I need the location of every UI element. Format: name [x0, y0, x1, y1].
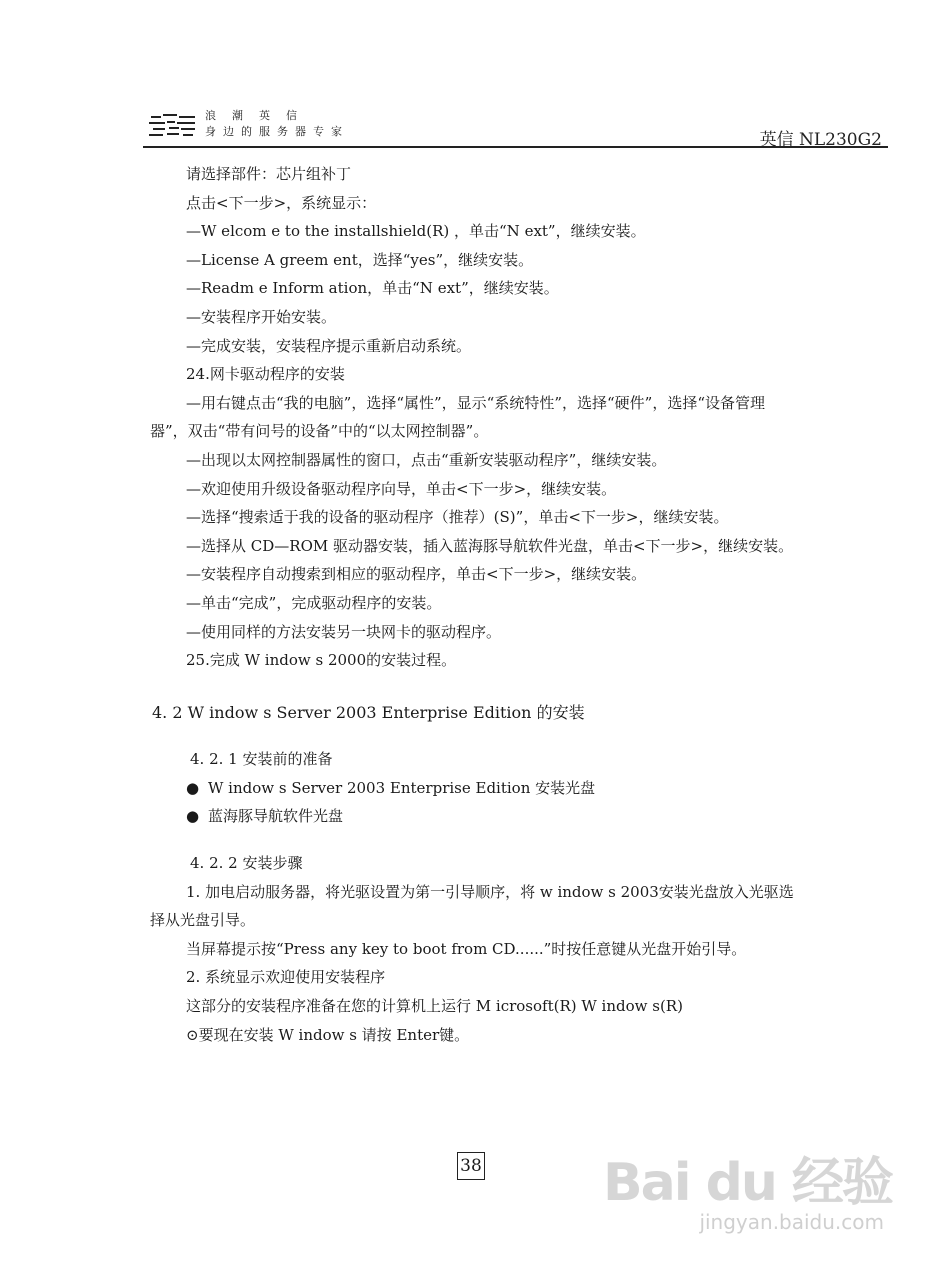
subsection-heading: 4. 2. 1 安装前的准备 — [190, 750, 333, 769]
text-line: —安装程序开始安装。 — [186, 307, 337, 326]
header-rule — [143, 146, 888, 148]
text-line: —欢迎使用升级设备驱动程序向导，单击<下一步>，继续安装。 — [186, 479, 617, 498]
text-line: 这部分的安装程序准备在您的计算机上运行 M icrosoft(R) W indow s(R) — [186, 997, 683, 1016]
text-line: —安装程序自动搜索到相应的驱动程序，单击<下一步>，继续安装。 — [186, 565, 647, 584]
text-line: —单击“完成”，完成驱动程序的安装。 — [186, 593, 442, 612]
text-line: 当屏幕提示按“Press any key to boot from CD......”时按任意键从光盘开始引导。 — [186, 939, 747, 958]
text-line: —出现以太网控制器属性的窗口，点击“重新安装驱动程序”，继续安装。 — [186, 450, 667, 469]
bullet-icon: ● — [186, 778, 200, 797]
baidu-watermark-logo: Bai du 经验 — [603, 1153, 892, 1213]
document-body — [150, 160, 800, 1049]
baidu-watermark-url: jingyan.baidu.com — [699, 1210, 884, 1234]
subsection-heading: 4. 2. 2 安装步骤 — [190, 854, 303, 873]
text-line: —Readm e Inform ation，单击“N ext”，继续安装。 — [186, 279, 559, 298]
bullet-icon: ● — [186, 807, 200, 826]
text-line: 1. 加电启动服务器，将光驱设置为第一引导顺序，将 w indow s 2003安装光盘放入光驱选择从光盘引导。 — [150, 882, 794, 930]
text-line: —W elcom e to the installshield(R) ，单击“N ext”，继续安装。 — [186, 222, 646, 241]
text-line: 25.完成 W indow s 2000的安装过程。 — [186, 651, 457, 670]
product-model: 英信 NL230G2 — [759, 130, 882, 150]
text-line: —License A greem ent，选择“yes”，继续安装。 — [186, 250, 534, 269]
page-header — [143, 105, 888, 149]
inspur-logo-icon — [149, 113, 199, 139]
text-line: —使用同样的方法安装另一块网卡的驱动程序。 — [186, 622, 502, 641]
list-item: ● W indow s Server 2003 Enterprise Edition 安装光盘 — [150, 774, 800, 803]
text-line: —选择“搜索适于我的设备的驱动程序（推荐）(S)”，单击<下一步>，继续安装。 — [186, 508, 729, 527]
section-heading: 4. 2 W indow s Server 2003 Enterprise Edition 的安装 — [152, 702, 585, 722]
text-line: —用右键点击“我的电脑”，选择“属性”，显示“系统特性”，选择“硬件”，选择“设备管理器”，双击“带有问号的设备”中的“以太网控制器”。 — [150, 393, 766, 441]
slogan-line-1: 浪潮英信 — [205, 109, 313, 122]
text-line: 24.网卡驱动程序的安装 — [186, 365, 345, 384]
text-line: —完成安装，安装程序提示重新启动系统。 — [186, 336, 472, 355]
page-number: 38 — [457, 1152, 485, 1180]
list-item: ● 蓝海豚导航软件光盘 — [150, 802, 800, 831]
text-line: 2. 系统显示欢迎使用安装程序 — [186, 968, 386, 987]
slogan-line-2: 身边的服务器专家 — [205, 125, 349, 138]
text-line: ⊙要现在安装 W indow s 请按 Enter键。 — [186, 1025, 470, 1044]
text-line: —选择从 CD—ROM 驱动器安装，插入蓝海豚导航软件光盘，单击<下一步>，继续安装。 — [186, 536, 794, 555]
text-line: 点击<下一步>，系统显示： — [186, 193, 377, 212]
text-line: 请选择部件：芯片组补丁 — [186, 165, 352, 183]
